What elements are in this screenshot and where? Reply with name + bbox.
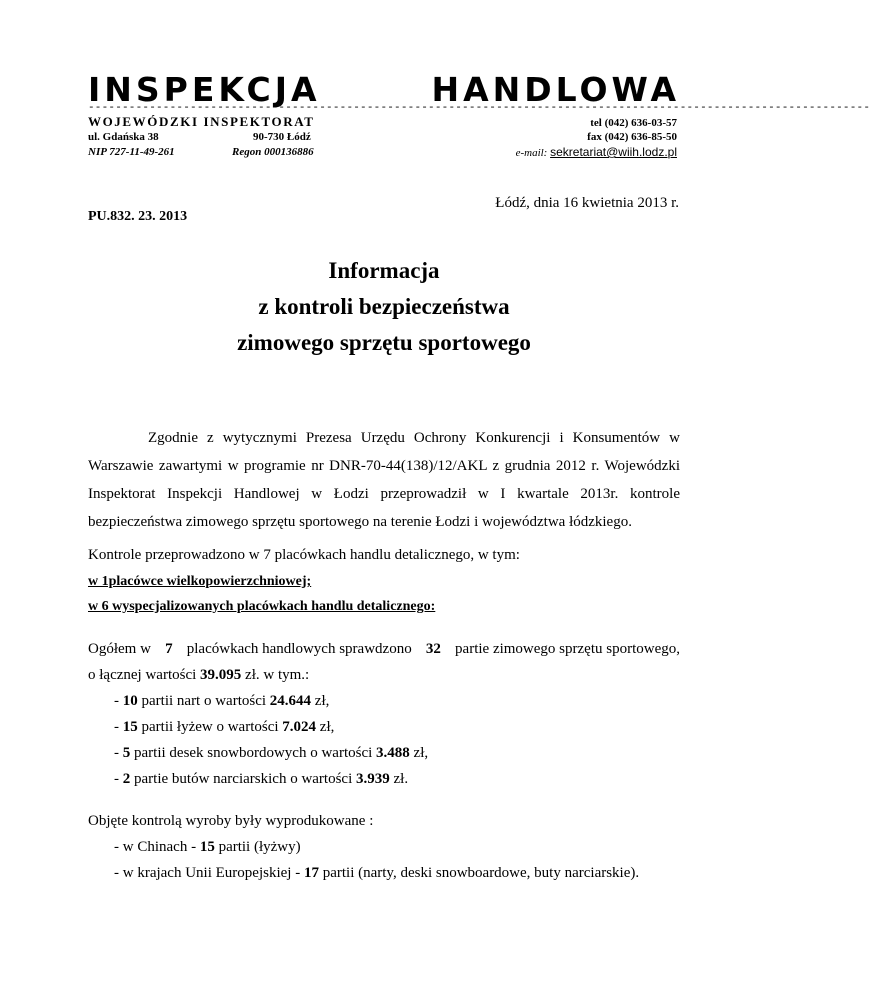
item-label: partii desek snowbordowych o wartości <box>130 745 377 761</box>
street-address: ul. Gdańska 38 <box>88 131 159 143</box>
item-unit: zł, <box>311 693 330 709</box>
email-label: e-mail: <box>515 147 548 159</box>
list-dash: - <box>114 719 123 735</box>
intro-paragraph <box>88 424 680 536</box>
org-name: WOJEWÓDZKI INSPEKTORAT <box>88 114 315 129</box>
nip-number: NIP 727-11-49-261 <box>88 146 175 158</box>
reference-number: PU.832. 23. 2013 <box>88 209 188 224</box>
list-item <box>114 743 428 763</box>
origin-count: 15 <box>199 839 215 855</box>
title-line-2: z kontroli bezpieczeństwa <box>258 294 510 319</box>
list-dash: - <box>114 745 123 761</box>
controls-item-1: w 1placówce wielkopowierzchniowej; <box>88 574 312 589</box>
list-item <box>114 769 408 789</box>
list-dash: - <box>114 693 123 709</box>
origin-count: 17 <box>303 865 319 881</box>
summary-total-suffix: zł. w tym.: <box>241 667 310 683</box>
summary-part-e: partie zimowego sprzętu sportowego, <box>455 641 680 657</box>
brand-left: INSPEKCJA <box>88 70 321 109</box>
item-label: partii łyżew o wartości <box>137 719 283 735</box>
item-value: 7.024 <box>282 719 317 735</box>
fax: fax (042) 636-85-50 <box>587 131 677 143</box>
item-value: 3.939 <box>356 771 390 787</box>
origin-detail: partii (narty, deski snowboardowe, buty narciarskie). <box>318 865 640 881</box>
item-unit: zł, <box>409 745 429 761</box>
origin-label: - w krajach Unii Europejskiej - <box>114 865 304 881</box>
summary-total-label: o łącznej wartości <box>88 667 201 683</box>
item-value: 3.488 <box>376 745 410 761</box>
list-item <box>114 717 334 737</box>
origin-detail: partii (łyżwy) <box>214 839 301 855</box>
telephone: tel (042) 636-03-57 <box>590 117 677 129</box>
place-date: Łódź, dnia 16 kwietnia 2013 r. <box>495 195 679 211</box>
item-label: partii nart o wartości <box>137 693 270 709</box>
item-count: 15 <box>122 719 138 735</box>
item-unit: zł, <box>316 719 335 735</box>
summary-line-1 <box>88 639 680 659</box>
header-separator: ------------------------------------------------------------------------------------------------------------------- <box>88 102 870 114</box>
item-label: partie butów narciarskich o wartości <box>130 771 357 787</box>
title-line-3: zimowego sprzętu sportowego <box>237 330 531 355</box>
summary-part-c: placówkach handlowych sprawdzono <box>186 641 412 657</box>
origin-label: - w Chinach - <box>114 839 200 855</box>
list-item <box>114 691 329 711</box>
brand-right: HANDLOWA <box>431 70 680 109</box>
summary-line-2 <box>88 665 309 685</box>
summary-lots-count: 32 <box>425 641 441 657</box>
item-count: 5 <box>122 745 131 761</box>
regon-number: Regon 000136886 <box>232 146 314 158</box>
list-item <box>114 837 301 857</box>
item-count: 2 <box>122 771 131 787</box>
list-item <box>114 863 639 883</box>
controls-item-2: w 6 wyspecjalizowanych placówkach handlu detalicznego: <box>88 599 436 614</box>
controls-lead: Kontrole przeprowadzono w 7 placówkach handlu detalicznego, w tym: <box>88 547 520 563</box>
intro-text: Zgodnie z wytycznymi Prezesa Urzędu Ochrony Konkurencji i Konsumentów w Warszawie zawartymi w programie nr DNR-70-44(138)/12/AKL z grudnia 2012 r. Wojewódzki Inspektorat Inspekcji Handlowej w Łodzi przeprowadził w I kwartale 2013r. kontrole bezpieczeństwa zimowego sprzętu sportowego na terenie Łodzi i województwa łódzkiego. <box>88 430 680 530</box>
summary-part-a: Ogółem w <box>88 641 151 657</box>
item-count: 10 <box>122 693 138 709</box>
city-address: 90-730 Łódź <box>253 131 311 143</box>
email-link[interactable]: sekretariat@wiih.lodz.pl <box>550 145 677 159</box>
item-unit: zł. <box>389 771 409 787</box>
title-line-1: Informacja <box>328 258 440 283</box>
summary-total-value: 39.095 <box>200 667 242 683</box>
email-line <box>516 145 677 159</box>
item-value: 24.644 <box>269 693 312 709</box>
summary-outlets-count: 7 <box>165 641 173 657</box>
origin-lead: Objęte kontrolą wyroby były wyprodukowane : <box>88 813 374 829</box>
list-dash: - <box>114 771 123 787</box>
